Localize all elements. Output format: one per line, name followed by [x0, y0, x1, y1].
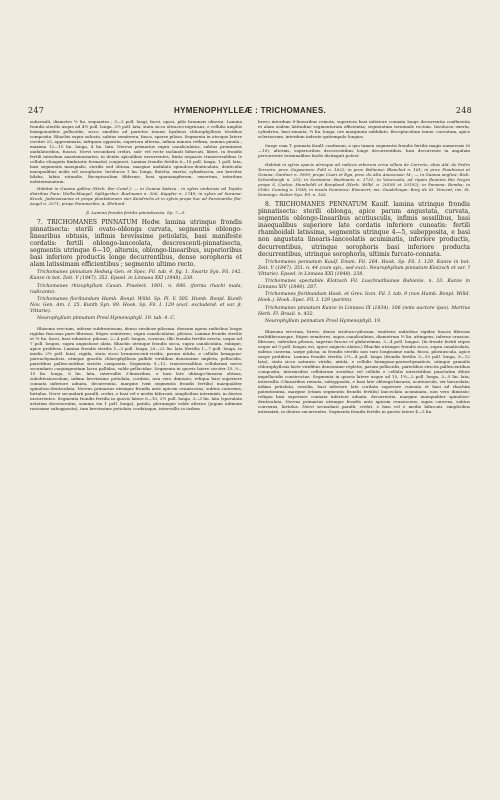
left-column	[30, 119, 242, 413]
description-paragraph: brevo interdum 8-linearibus remota, superiora basi inferiore connata longe decurrentia confluentia et alam eadem latitudine segmentorum efficientia; segmentum terminale rectum. Involucra exerta, cylindrica, basi sinuata, ½ lin. longa, ore marginata subbilato. Receptaculum tenue, curvatum, apice sclerinorum, interdum indeute quitempulo longius.	[258, 119, 470, 139]
right-column	[258, 119, 470, 416]
description-paragraph: Rhizoma erectum, inferne subfrentosum, denso strobozo-pilosum, densum agens radicibus longis rigidas fuscosas pure fibrosas. Stipes semitereo, supra canaliculatus, pilosus. Lamina frondis sterilis et ½ lin. facei, basi robustior, pilosus, 2—4 poll. longus, corneus; illic frondis fertilis erecta, usque ad 7 poll. longus, supra angustiose alata. Rhachis utrinque frondis sicca, supra canaliculata, rubique, apice prolifera. Lamina frondis sterilis 1—3 poll. longa, 20—22 lin. lata (fertilis 1—7 poll. longa, in medio 2½ poll. lata), rigida, statu sicco brunnescenti-viridis, parum nitida, e cellulis hexagono-parenchymaticis, utinque gracilis chlorophyllosis pallide viridibus densissime impleta, pellucidis, parietibus pallescentibus strictis composita. Segmenta 9—12, transversalibus cellularum nervo secundario conjungentium lacra pallidas, valde pellucidae. Segmenta in quovis latere circiter 15, 9—15 lin. longa, 6 lin. lata, intervallis 3-linearibus, e basi late oblongo-linearia obtusa, subobtusiusculum; infima brevissime petiolata, cordata, non vero dimissio; reliqua basi superiore connata inferiore adnata, decurrentia, margine (vixt segmentis frondis fertilis) inaequaliter spinuloso-denticulata. Nervus primarius utrinque frondis ante apicem evanescens, subtus convexus, hirtulus. Nervi secundarii paralli, crebri, e basi vel e medio bifurcati, simplicibus intermixti, in dentes excurrentes. Segmenta frondis fertilis in quovis latere 6—10, 2½ poll. longa, 3—5 lin. lata (sporulata aetatem decrescentia, summa via 1 poll. longa), patula, plerumque valde alterne (jugum infimum rarissime subopposita), tum brevissime petiolata cordataque, intervallis in iisdem	[30, 326, 242, 412]
synonym-line: Trichomanes floribundum Hook. et Grev. Icon. Fil. I. tab. 9 (non Humb. Bonpl. Willd. Hook.). Hook. Spec. Fil. I. 129 (partim).	[258, 292, 470, 304]
synonym-line: Trichomanes rhizophyllum Cavan. Praelect. 1801. n. 696. (forma rhachi nuda, radicante).	[30, 283, 242, 295]
synonym-line: Trichomanes pinnatum Kunze in Linnaea IX (1834). 106 (note auctore ipso). Martius Herb. Fl. Brasil. n. 432.	[258, 305, 470, 317]
habitat-paragraph: Habitat in sylvis opacis utrinque ad radices arborum circa villam de Carreño, alias Ald. de Pedro Terceiro, prov. Goyasensis: Pohl n. 1622; in prov. Bahiensi: Blanchet n. 161; in prov. Piauhiensi et Goiana: Gardner n. 3909; prope Coari et Ega, prov. do Alto Amazonas: M.; — in Guiana anglica: Rich. Schomburgk n. 253; in Surinamo: Boelmann n. 1731; in Venezuela, ad ripam fluminis Rio Negro prope S. Carlos: Humboldt et Bonpland (Herb. Willd. n. 20185 et 20192); in Panama: Remba; in Chile: Cuming n. 1938; in insula Dominica: Eismeert; ins. Guadeloupe: Bory de St. Vincent; ins. St. Domingo: Sieber Syn. Fil. n. 163.	[258, 162, 470, 197]
description-paragraph: Rhizoma erectum, breve, dense strobozo-pilosum, emittens radicibus rigidas fuscas fibrosas multifibrosasque. Stipes semiteres, supra canaliculatus, diametrum ½ lin. attingens, inferne crassior, fibrosus, subrubra pilosus, superne fuscus et glaberrimus, 3—4 poll. longus. (In fronde fertili stipes usque ad 9 poll. longus est, apice angusto alatus.) Rhachis utrinque frondis sicca, supra canaliculata, subtus convexa, saepe pilosa; in frondis sterilis non raro longissime nuda, fusca, pilosiuscula, apice saepe prolifera. Lamina frondis sterilis 2½—4 poll. longa (frondis fertilis 3—10 poll. longa, 8—12 lata), statu sicco saturato viridis, nitida, e cellulis hexagono-parenchymaticis, utinque granulis chlorophyllosis laete viridibus densissime repletis, parum pellucidis, parietibus strictis pallescentibus composita; intermedios cellularum seriebus vel cellulis e cellulis interstitibus punctatim dilute impellucidis constructae. Segmenta in quovis latere usque ad 15, 1½—2 poll. longa, 3—5 lin. lata, intervallis 3-linearibus remota, subopposita, e basi late oblonga-linearia, acutiuscula, vix lanceolata; infima petiolata, sessilia, basi inferiore late cordata superiore cuneata et basi ad rhachim patentissima, margine (etiam segmentis frondis fertilis) lanceolata acuminata, non vero dimissio; reliqua basi superiore connata inferiore adnata, decurrentia, margine inaequaliter spinuloso-denticulata. Nervus primarius utrinque frondis ante apicem evanescens, supra convexa, subtus convexus, hirtulus. Nervi secundarii paralli, crebri, e basi vel e medio bifurcati, simplicibus intermixti, in dentes excurrentes. Segmenta frondis fertilis in quovis latere 4—5 lin.	[258, 329, 470, 415]
species-number: 7.	[37, 218, 43, 226]
running-title: HYMENOPHYLLEÆ : TRICHOMANES.	[174, 105, 326, 115]
synonym-line: Trichomanes spectabile Klotzsch Fil. Luschnathianae Bahienis. n. 33. Kunze in Linnaea XIV (1840). 287.	[258, 279, 470, 290]
synonym-line: Trichomanes pinnatum Hedwig Gen. et Spec. Fil. tab. 4. fig. 1. Swartz Syn. Fil. 142. Kunze in bot. Zeit. V (1847). 352. Epsed. in Linnaea XXI (1848), 238.	[30, 270, 242, 282]
note-paragraph: Surge cum T. pennata Kaulf. confusum, a quo tamen segmentis frondis fertilis magis numerosis (6—10), alternis, superioribus decescentibus longe decurrentibus, basi decurrente in angulum percurrente terminalibus facile distinguit potest.	[258, 143, 470, 158]
running-header	[28, 104, 472, 116]
synonym-line: Trichomanes pennatum Kaulf. Enum. Fil. 264. Hook. Sp. Fil. I. 129. Kunze in bot. Zeit. V (1847). 351. n. 44 (cum syn., sed excl.: Neurophyllum pinnatum Klotzsch et var. ? Vittarie). Epsed. in Linnaea XXI (1848). 238.	[258, 259, 470, 277]
synonym-line: Neurophyllum pinnatum Presl Hymenophyll. 19. tab. 4. C.	[37, 316, 176, 322]
species-heading-7	[30, 219, 242, 269]
species-number: 8.	[265, 201, 271, 208]
species-heading-8	[258, 201, 470, 258]
synonym-line: Trichomanes floribundum Humb. Bonpl. Willd. Sp. Pl. V. 505. Humb. Bonpl. Kunth Nov. Gen. Am. I. 25. Kunth Syn. 89. Hook. Sp. Fil. I. 129 (excl. excludend. et var. β. Vittarie).	[30, 297, 242, 314]
right-page-number: 248	[455, 105, 472, 115]
synonym-line: Neurophyllum pennatum Presl Hymenophyll. 19.	[265, 319, 382, 325]
subsection-heading: β. Lamina frondis fertilis pinnatisecta. Sp. 7—9.	[86, 209, 186, 215]
left-page-number: 247	[28, 105, 45, 115]
description-paragraph: subsessili, diametro ½ lin. sequantes ; 3—3 poll. longi, facei, opaci, pilis brunneis obsessi. Lamina frondis sterilis usque ad 4½ poll. longa, 2½ poll. lata, statu sicco olivaceo-nigricans, e cellulis ampliis hexagonoideis pellucidis, sicco emolitis ad parietes tenues hyalinos chlorophyllosis tristibus composita. Rhachis supra sulcata, subtus semiterea, fusca, sparse pilosa. Segmenta in utroque latere circiter 25, approximata, infripara opposita, superiora alterna, infima minora reflexa, summa pinula ; maxima 12—15 lin. longa, 4 lin. lata. Nervus primarius supra canaliculatus, subtus prominens undulatoribus, fuscus. Nervi secundarii crebri, sub- vel recte inclinati bifurcati, liberi, in frondis fertili interdum anastomosantes; in dentis apicalibus excurrentes, finita sequacis transversalibus (e cellulis elongatis fimbriatis formatis) conjuncti. Lamina frondis fertilis 6—18 poll. longa, 1 poll. lata, basi segmentis inaequalis, sterilis sed obtusa, margine undulato spinuloso-denticulata, denticulis inaequalibus nodis vel sorophoris. Involucra 1 lin. longa, flutcha, exerta, cylindracea, ore breviter bilaba, labiis rotundis. Receptaculum filiforme, basi sparsangiferum, exsertum, interdum indeterminatum.	[30, 119, 242, 184]
habitat-paragraph: Habitat in Guiana gallica (Herb. Bor Cand.): — in Guiana batava : in sylvis umbrosis ad Tapiño distribus Para: Wullschlaegel, Splitgerber, Boelmann n. 306, Kappler n. 2749; in sylvis ad Surama-Kreek, Jodensavanne et prope plantationem vier Kendrichs et in sylvis prope hoc ad Paramaribo flor. Angel n. 2071; prope Paramaribo: A. Ehrhard.	[30, 185, 242, 206]
species-diagnosis: TRICHOMANES PENNATUM Kaulf. lamina utrinque frondis pinnatisecta: sterili oblonga, apice parum angustata, curvata, segmentis oblongo-linearibus acutiusculis, infimis sessilibus, basi inaequalibus superiore late cordatis inferiore cuneatis: fertili rhamboidali latissima, segmentis utrinque 4—5, subopposita, e basi non angustata linearis-lanceolatis acuminatis, inferiore productis, decurrentibus, utrinque sorophoris basi inferiore producta decurrentibus, utrinque sorophoris, ultimis furcato-connata.	[258, 201, 470, 258]
species-diagnosis: TRICHOMANES PINNATUM Hedw. lamina utrinque frondis pinnatisecta: sterili ovato-oblonga curvata, segmentis oblongo-linearibus obtusis, infimis brevissime petiolatis, basi manifeste cordatis: fertili oblongo-lanceolata, descrescenti-pinnatisecta, segmentis utrinque 6—10, alternis, oblongo-linearibus, superioribus basi inferiore productis longe decurrentibus, dense sorophoris et alam latissimam efficientibus ; segmento ultimo recto.	[30, 218, 242, 269]
